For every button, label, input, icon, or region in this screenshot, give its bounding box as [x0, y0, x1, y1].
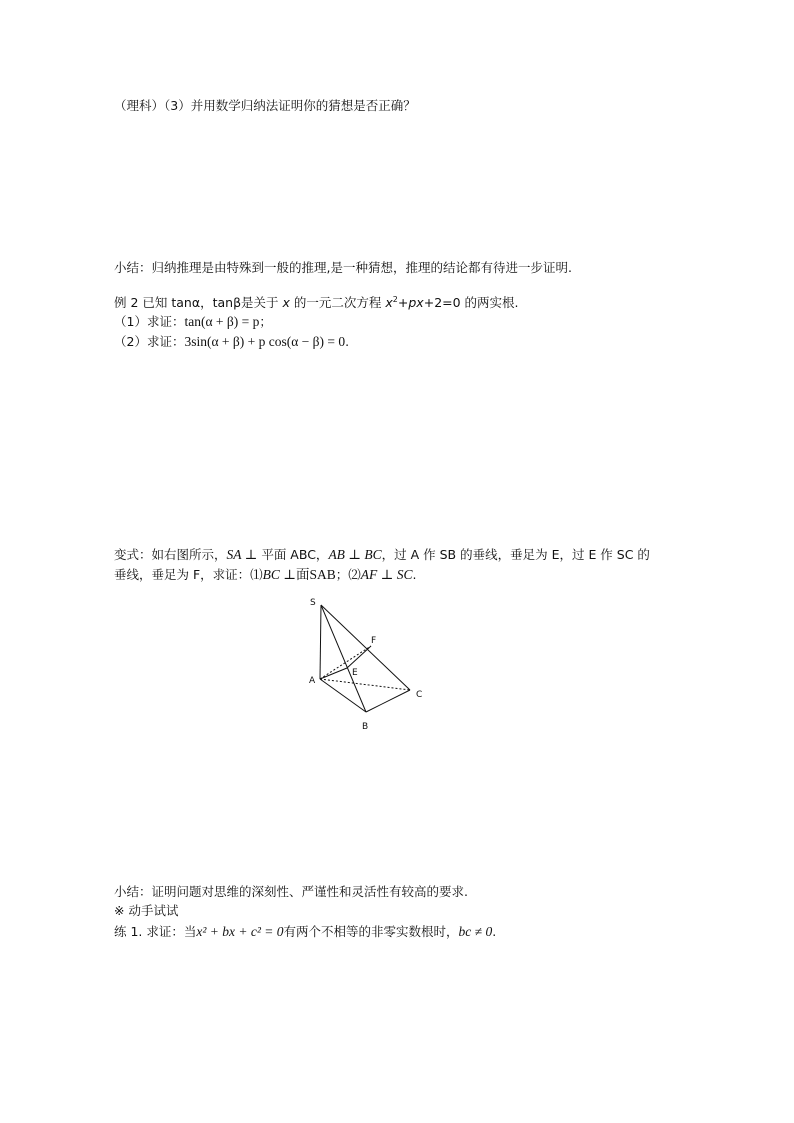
example2-eq-rest: +2=0 的两实根.: [423, 295, 519, 310]
example2-q1-label: （1）求证：: [114, 314, 185, 329]
example2-eq-p: px: [408, 295, 424, 310]
variant-label: 变式：如右图所示，: [114, 547, 227, 562]
segment-ef: [347, 646, 371, 668]
label-c: C: [416, 690, 423, 700]
example2-eq-plus: +: [397, 295, 409, 310]
example2-intro: [114, 294, 519, 312]
variant-text1: 平面 ABC，: [257, 547, 329, 562]
summary2-line: [114, 883, 468, 901]
summary1-label: 小结：: [114, 260, 152, 275]
part3-prefix: （理科）（3）: [114, 98, 191, 113]
variant-sep: ；⑵: [335, 567, 361, 582]
tetrahedron-figure: [300, 592, 440, 737]
example2-q2: [114, 333, 349, 351]
variant-ab-perp-bc: AB ⊥ BC: [328, 547, 382, 562]
variant-sa-perp: SA ⊥: [226, 547, 258, 562]
example2-q1-end: ；: [259, 314, 272, 329]
label-f: F: [371, 636, 377, 646]
summary2-text: 证明问题对思维的深刻性、严谨性和灵活性有较高的要求.: [151, 884, 468, 899]
reference-mark-icon: ※: [114, 903, 125, 918]
label-s: S: [310, 598, 316, 608]
label-e: E: [352, 668, 358, 678]
example2-var-x: x: [282, 295, 290, 310]
example2-eq-x: x: [385, 295, 393, 310]
try-it-text: 动手试试: [128, 903, 179, 918]
label-b: B: [362, 722, 369, 732]
example2-intro-b: 的一元二次方程: [289, 295, 386, 310]
edge-bc: [366, 690, 410, 712]
try-it-heading: [114, 902, 178, 920]
label-a: A: [309, 676, 316, 686]
variant-line2-text: 垂线，垂足为 F，求证：⑴: [114, 567, 263, 582]
summary2-label: 小结：: [114, 884, 152, 899]
segment-ae: [320, 668, 347, 679]
example2-q1-formula: tan(α + β) = p: [184, 314, 260, 329]
example2-q2-end: .: [345, 334, 350, 349]
variant-bc-perp: BC ⊥: [262, 567, 296, 582]
variant-line2: [114, 566, 416, 584]
exercise1-label: 练 1. 求证：当: [114, 924, 197, 939]
variant-end: .: [412, 567, 417, 582]
exercise1-end: .: [492, 924, 497, 939]
exercise1-text: 有两个不相等的非零实数根时，: [283, 924, 459, 939]
part3-line: [114, 97, 416, 115]
variant-af-perp-sc: AF ⊥ SC: [360, 567, 413, 582]
exercise1-line: [114, 923, 496, 941]
example2-q2-label: （2）求证：: [114, 334, 185, 349]
part3-text: 并用数学归纳法证明你的猜想是否正确？: [190, 98, 416, 113]
exercise1-conclusion: bc ≠ 0: [458, 924, 493, 939]
variant-line1: [114, 546, 650, 564]
example2-q2-formula: 3sin(α + β) + p cos(α − β) = 0: [184, 334, 346, 349]
variant-plane-sab: 面SAB: [296, 567, 336, 582]
example2-q1: [114, 313, 272, 331]
exercise1-formula: x² + bx + c² = 0: [196, 924, 284, 939]
summary1-text: 归纳推理是由特殊到一般的推理,是一种猜想，推理的结论都有待进一步证明.: [151, 260, 572, 275]
summary1-line: [114, 259, 572, 277]
variant-text2: ，过 A 作 SB 的垂线，垂足为 E，过 E 作 SC 的: [381, 547, 650, 562]
edge-sc: [321, 605, 410, 690]
example2-intro-a: 例 2 已知 tanα，tanβ是关于: [114, 295, 283, 310]
example2-eq-exp: 2: [392, 295, 398, 304]
edge-sa: [320, 605, 321, 679]
